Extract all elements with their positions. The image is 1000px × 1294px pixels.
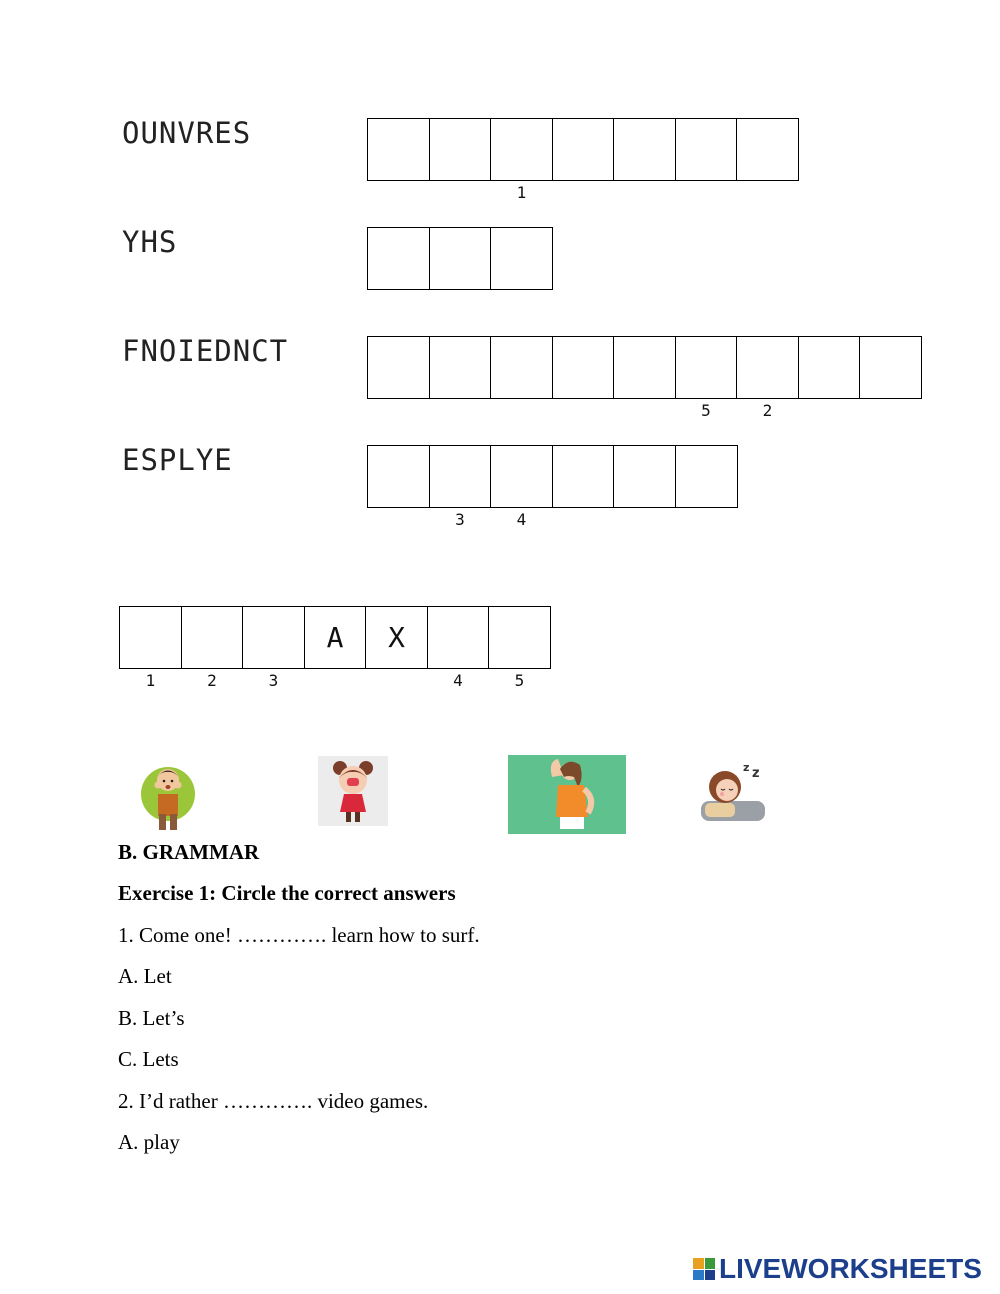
option-2a[interactable]: A. play (118, 1130, 180, 1154)
cell-number: 1 (516, 183, 527, 202)
cell-number: 3 (455, 510, 465, 529)
answer-cell[interactable] (736, 118, 799, 181)
boy-nervous-icon (140, 758, 196, 832)
answer-cell[interactable] (490, 227, 553, 290)
answer-cell[interactable] (490, 118, 553, 202)
answer-row-1 (367, 118, 798, 202)
answer-cell[interactable] (859, 336, 922, 399)
svg-text:z: z (743, 761, 750, 774)
answer-cell[interactable] (367, 227, 430, 290)
option-1c[interactable]: C. Lets (118, 1047, 179, 1071)
answer-row-4 (367, 445, 736, 529)
cell-letter: A (326, 621, 344, 654)
girl-shy-icon (318, 756, 388, 826)
answer-cell[interactable] (675, 336, 738, 420)
question-2: 2. I’d rather …………. video games. (118, 1089, 429, 1113)
woman-confident-icon (508, 755, 626, 834)
answer-cell[interactable] (798, 336, 861, 399)
answer-cell[interactable] (429, 118, 492, 181)
svg-text:z: z (752, 766, 760, 781)
final-cell[interactable] (119, 606, 182, 690)
final-cell[interactable] (181, 606, 244, 690)
answer-row-2 (367, 227, 552, 290)
logo-mark-icon (693, 1258, 715, 1280)
option-1a[interactable]: A. Let (118, 964, 172, 988)
answer-cell[interactable] (613, 336, 676, 399)
scramble-word-4: ESPLYE (122, 443, 233, 477)
final-cell[interactable] (242, 606, 305, 690)
cell-letter: X (388, 621, 405, 654)
final-answer-row (119, 606, 550, 690)
cell-number: 4 (453, 671, 463, 690)
scramble-word-2: YHS (122, 225, 178, 259)
answer-cell[interactable] (552, 445, 615, 508)
answer-cell[interactable] (675, 118, 738, 181)
option-1b[interactable]: B. Let’s (118, 1006, 185, 1030)
answer-cell[interactable] (552, 336, 615, 399)
cell-number: 3 (268, 671, 279, 690)
question-1: 1. Come one! …………. learn how to surf. (118, 923, 480, 947)
final-cell[interactable] (427, 606, 490, 690)
answer-cell[interactable] (429, 445, 492, 529)
exercise-title: Exercise 1: Circle the correct answers (118, 881, 456, 905)
cell-number: 5 (514, 671, 525, 690)
answer-row-3 (367, 336, 921, 420)
answer-cell[interactable] (367, 336, 430, 399)
answer-cell[interactable] (429, 336, 492, 399)
scramble-word-1: OUNVRES (122, 116, 252, 150)
section-heading: B. GRAMMAR (118, 840, 260, 864)
girl-sleepy-icon (697, 757, 769, 824)
answer-cell[interactable] (736, 336, 799, 420)
final-cell[interactable] (488, 606, 551, 690)
logo-text: LIVEWORKSHEETS (719, 1253, 982, 1284)
answer-cell[interactable] (490, 445, 553, 529)
cell-number: 4 (516, 510, 527, 529)
cell-number: 2 (207, 671, 217, 690)
answer-cell[interactable] (613, 445, 676, 508)
cell-number: 1 (145, 671, 156, 690)
cell-number: 2 (762, 401, 773, 420)
answer-cell[interactable] (552, 118, 615, 181)
answer-cell[interactable] (675, 445, 738, 508)
scramble-word-3: FNOIEDNCT (122, 334, 289, 368)
liveworksheets-logo (693, 1253, 982, 1285)
final-cell (304, 606, 367, 669)
final-cell (365, 606, 428, 669)
answer-cell[interactable] (613, 118, 676, 181)
answer-cell[interactable] (429, 227, 492, 290)
answer-cell[interactable] (367, 118, 430, 181)
answer-cell[interactable] (490, 336, 553, 399)
cell-number: 5 (701, 401, 711, 420)
answer-cell[interactable] (367, 445, 430, 508)
